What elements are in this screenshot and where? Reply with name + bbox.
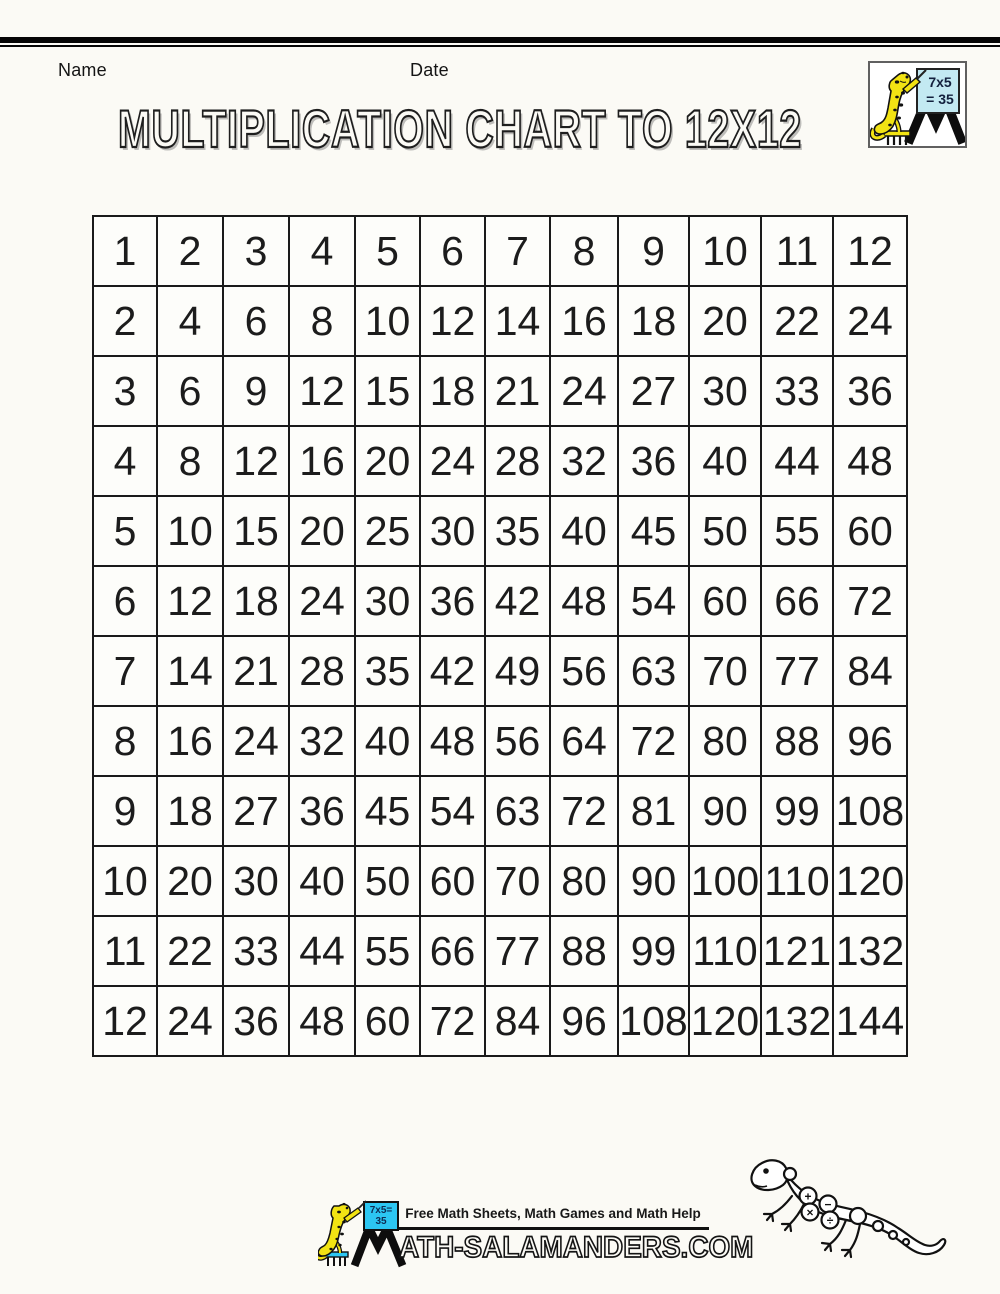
table-cell: 22 — [761, 286, 833, 356]
table-cell: 10 — [355, 286, 420, 356]
table-cell: 8 — [157, 426, 223, 496]
table-cell: 48 — [550, 566, 618, 636]
table-cell: 120 — [689, 986, 761, 1056]
table-cell: 48 — [289, 986, 355, 1056]
table-cell: 33 — [761, 356, 833, 426]
table-cell: 88 — [550, 916, 618, 986]
table-cell: 42 — [485, 566, 550, 636]
table-cell: 72 — [420, 986, 485, 1056]
table-cell: 20 — [157, 846, 223, 916]
table-cell: 35 — [355, 636, 420, 706]
table-cell: 63 — [618, 636, 689, 706]
table-cell: 49 — [485, 636, 550, 706]
table-cell: 64 — [550, 706, 618, 776]
table-cell: 4 — [157, 286, 223, 356]
table-cell: 32 — [550, 426, 618, 496]
table-cell: 28 — [485, 426, 550, 496]
footer-board-text-line2: 35 — [375, 1216, 387, 1227]
table-cell: 6 — [420, 216, 485, 286]
date-label: Date — [410, 60, 449, 80]
table-cell: 45 — [618, 496, 689, 566]
table-cell: 36 — [420, 566, 485, 636]
table-row — [93, 286, 907, 356]
table-cell: 70 — [689, 636, 761, 706]
logo-stool — [884, 131, 910, 145]
footer-board-text-line1: 7x5= — [369, 1205, 393, 1216]
name-label: Name — [58, 60, 107, 80]
table-cell: 63 — [485, 776, 550, 846]
table-cell: 18 — [618, 286, 689, 356]
table-cell: 3 — [93, 356, 157, 426]
table-cell: 45 — [355, 776, 420, 846]
table-cell: 9 — [93, 776, 157, 846]
footer-tagline: Free Math Sheets, Math Games and Math Help — [405, 1206, 701, 1221]
table-cell: 36 — [618, 426, 689, 496]
table-cell: 144 — [833, 986, 907, 1056]
table-cell: 30 — [223, 846, 289, 916]
table-cell: 5 — [93, 496, 157, 566]
multiply-icon: × — [806, 1205, 814, 1220]
table-cell: 6 — [157, 356, 223, 426]
table-row — [93, 216, 907, 286]
table-cell: 50 — [355, 846, 420, 916]
table-row — [93, 496, 907, 566]
table-cell: 84 — [833, 636, 907, 706]
table-row — [93, 566, 907, 636]
table-cell: 20 — [289, 496, 355, 566]
table-cell: 110 — [761, 846, 833, 916]
table-cell: 24 — [157, 986, 223, 1056]
table-cell: 60 — [689, 566, 761, 636]
brand-logo-box — [868, 61, 967, 148]
table-cell: 24 — [833, 286, 907, 356]
table-cell: 16 — [550, 286, 618, 356]
table-cell: 48 — [833, 426, 907, 496]
table-cell: 3 — [223, 216, 289, 286]
table-cell: 77 — [761, 636, 833, 706]
table-cell: 11 — [93, 916, 157, 986]
logo-board-text-line1: 7x5 — [928, 74, 952, 90]
table-row — [93, 706, 907, 776]
logo-board-text-line2: = 35 — [926, 91, 954, 107]
table-cell: 72 — [618, 706, 689, 776]
table-cell: 60 — [355, 986, 420, 1056]
table-cell: 28 — [289, 636, 355, 706]
table-cell: 8 — [289, 286, 355, 356]
table-cell: 36 — [223, 986, 289, 1056]
table-cell: 99 — [618, 916, 689, 986]
table-cell: 12 — [223, 426, 289, 496]
table-cell: 50 — [689, 496, 761, 566]
table-cell: 32 — [289, 706, 355, 776]
table-row — [93, 916, 907, 986]
table-cell: 121 — [761, 916, 833, 986]
table-cell: 40 — [355, 706, 420, 776]
footer-rule — [397, 1227, 709, 1230]
table-cell: 24 — [420, 426, 485, 496]
plus-icon: + — [804, 1189, 812, 1204]
table-cell: 12 — [289, 356, 355, 426]
table-cell: 40 — [289, 846, 355, 916]
table-row — [93, 426, 907, 496]
multiplication-table — [92, 215, 908, 1057]
table-cell: 30 — [689, 356, 761, 426]
table-cell: 90 — [689, 776, 761, 846]
table-cell: 54 — [420, 776, 485, 846]
table-cell: 9 — [618, 216, 689, 286]
table-cell: 132 — [833, 916, 907, 986]
table-cell: 24 — [289, 566, 355, 636]
table-cell: 12 — [833, 216, 907, 286]
table-cell: 36 — [833, 356, 907, 426]
table-cell: 12 — [93, 986, 157, 1056]
footer-site-text: ATH-SALAMANDERS.COM — [399, 1231, 754, 1264]
table-cell: 42 — [420, 636, 485, 706]
table-cell: 100 — [689, 846, 761, 916]
table-cell: 15 — [355, 356, 420, 426]
table-cell: 56 — [485, 706, 550, 776]
table-cell: 20 — [355, 426, 420, 496]
table-cell: 10 — [93, 846, 157, 916]
table-cell: 20 — [689, 286, 761, 356]
table-cell: 108 — [618, 986, 689, 1056]
table-cell: 30 — [420, 496, 485, 566]
table-cell: 24 — [223, 706, 289, 776]
table-cell: 5 — [355, 216, 420, 286]
table-cell: 24 — [550, 356, 618, 426]
table-cell: 4 — [93, 426, 157, 496]
table-cell: 6 — [93, 566, 157, 636]
table-cell: 40 — [689, 426, 761, 496]
salamander-line-art — [738, 1144, 950, 1276]
table-cell: 1 — [93, 216, 157, 286]
table-cell: 27 — [618, 356, 689, 426]
table-cell: 54 — [618, 566, 689, 636]
table-cell: 88 — [761, 706, 833, 776]
table-cell: 40 — [550, 496, 618, 566]
table-cell: 27 — [223, 776, 289, 846]
table-cell: 12 — [157, 566, 223, 636]
table-cell: 10 — [157, 496, 223, 566]
table-cell: 80 — [550, 846, 618, 916]
table-cell: 18 — [157, 776, 223, 846]
table-cell: 8 — [93, 706, 157, 776]
table-cell: 120 — [833, 846, 907, 916]
table-cell: 14 — [485, 286, 550, 356]
table-cell: 2 — [93, 286, 157, 356]
table-cell: 33 — [223, 916, 289, 986]
table-cell: 108 — [833, 776, 907, 846]
top-rule-thin-line — [0, 45, 1000, 47]
table-cell: 8 — [550, 216, 618, 286]
table-cell: 44 — [761, 426, 833, 496]
table-cell: 55 — [761, 496, 833, 566]
table-cell: 7 — [93, 636, 157, 706]
table-cell: 72 — [833, 566, 907, 636]
table-cell: 84 — [485, 986, 550, 1056]
table-cell: 77 — [485, 916, 550, 986]
divide-icon: ÷ — [826, 1213, 834, 1228]
table-cell: 21 — [485, 356, 550, 426]
table-row — [93, 986, 907, 1056]
table-cell: 55 — [355, 916, 420, 986]
table-cell: 44 — [289, 916, 355, 986]
table-row — [93, 776, 907, 846]
salamander-eye — [763, 1168, 769, 1174]
table-cell: 48 — [420, 706, 485, 776]
table-cell: 36 — [289, 776, 355, 846]
footer-logo-illustration — [318, 1196, 408, 1272]
table-cell: 70 — [485, 846, 550, 916]
table-cell: 12 — [420, 286, 485, 356]
table-cell: 60 — [420, 846, 485, 916]
table-cell: 56 — [550, 636, 618, 706]
table-cell: 80 — [689, 706, 761, 776]
table-cell: 16 — [157, 706, 223, 776]
table-cell: 21 — [223, 636, 289, 706]
table-cell: 72 — [550, 776, 618, 846]
table-cell: 6 — [223, 286, 289, 356]
table-cell: 16 — [289, 426, 355, 496]
footer-logo-salamander — [318, 1196, 408, 1272]
table-cell: 14 — [157, 636, 223, 706]
footer-m-icon — [356, 1228, 401, 1262]
table-cell: 9 — [223, 356, 289, 426]
table-cell: 96 — [833, 706, 907, 776]
table-cell: 30 — [355, 566, 420, 636]
table-cell: 81 — [618, 776, 689, 846]
table-row — [93, 846, 907, 916]
table-row — [93, 356, 907, 426]
table-cell: 2 — [157, 216, 223, 286]
table-cell: 25 — [355, 496, 420, 566]
table-cell: 96 — [550, 986, 618, 1056]
table-cell: 110 — [689, 916, 761, 986]
table-cell: 18 — [223, 566, 289, 636]
table-cell: 90 — [618, 846, 689, 916]
table-cell: 18 — [420, 356, 485, 426]
table-cell: 10 — [689, 216, 761, 286]
page-title: MULTIPLICATION CHART TO 12X12 — [118, 100, 802, 159]
table-row — [93, 636, 907, 706]
table-cell: 22 — [157, 916, 223, 986]
table-cell: 35 — [485, 496, 550, 566]
table-cell: 66 — [761, 566, 833, 636]
top-rule — [0, 37, 1000, 47]
table-cell: 66 — [420, 916, 485, 986]
table-cell: 99 — [761, 776, 833, 846]
table-cell: 11 — [761, 216, 833, 286]
minus-icon: − — [824, 1197, 832, 1212]
table-cell: 60 — [833, 496, 907, 566]
salamander-illustration — [738, 1144, 950, 1276]
table-cell: 132 — [761, 986, 833, 1056]
table-cell: 15 — [223, 496, 289, 566]
table-cell: 7 — [485, 216, 550, 286]
table-cell: 4 — [289, 216, 355, 286]
brand-logo-illustration — [870, 63, 965, 146]
